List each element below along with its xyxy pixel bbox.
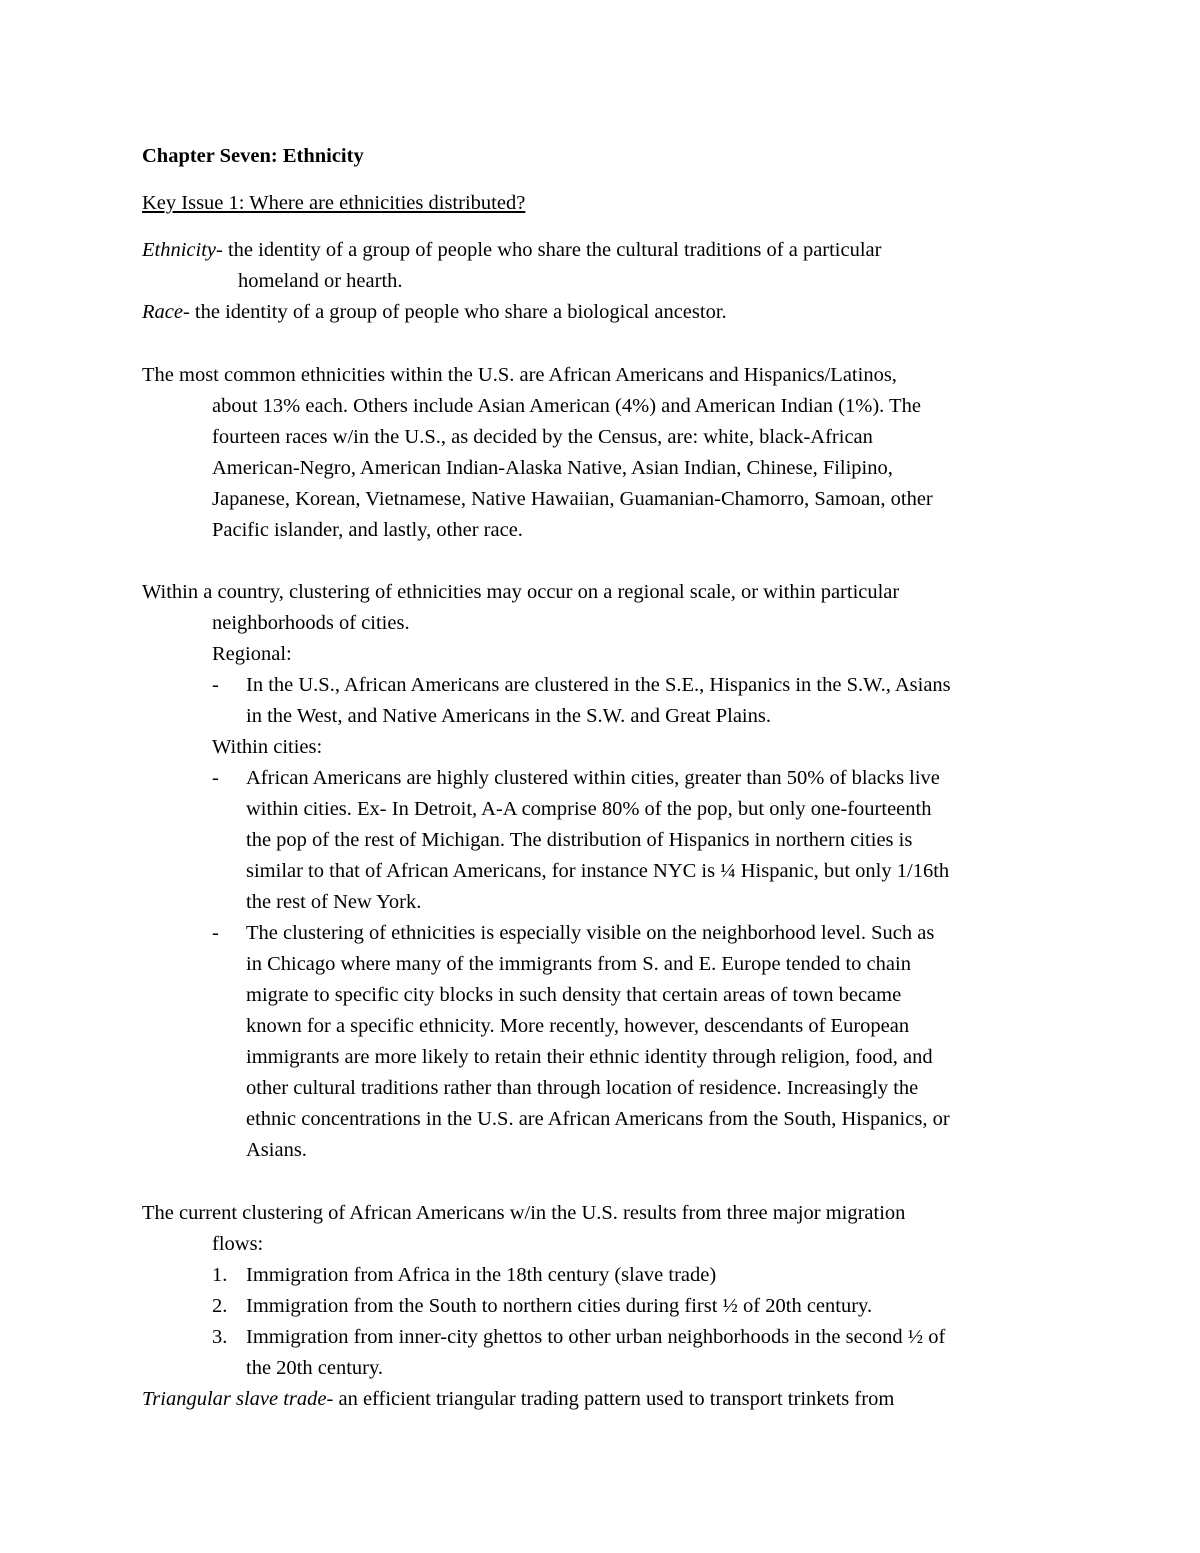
list-number: 1. (212, 1264, 228, 1286)
list-item-continuation: immigrants are more likely to retain their ethnic identity through religion, food, and (246, 1046, 933, 1068)
regional-label: Regional: (212, 643, 292, 665)
list-item: - African Americans are highly clustered within cities, greater than 50% of blacks live (142, 763, 1102, 794)
list-number: 3. (212, 1326, 228, 1348)
list-item-continuation: Asians. (246, 1139, 307, 1161)
paragraph-line: The current clustering of African Americans w/in the U.S. results from three major migration (142, 1202, 906, 1224)
paragraph-line: fourteen races w/in the U.S., as decided by the Census, are: white, black-African (212, 426, 873, 448)
chapter-title: Chapter Seven: Ethnicity (142, 145, 364, 167)
list-item-continuation: other cultural traditions rather than through location of residence. Increasingly the (246, 1077, 919, 1099)
ethnicity-definition-line-2: homeland or hearth. (238, 270, 403, 292)
list-item: - In the U.S., African Americans are clustered in the S.E., Hispanics in the S.W., Asians (142, 670, 1102, 701)
paragraph-line: about 13% each. Others include Asian American (4%) and American Indian (1%). The (212, 395, 921, 417)
within-cities-label: Within cities: (212, 736, 323, 758)
list-item-continuation: in the West, and Native Americans in the S.W. and Great Plains. (246, 705, 771, 727)
ethnicity-definition-line-1: Ethnicity- the identity of a group of people who share the cultural traditions of a particular (142, 239, 882, 261)
list-item-continuation: within cities. Ex- In Detroit, A-A comprise 80% of the pop, but only one-fourteenth (246, 798, 932, 820)
numbered-item: 1. Immigration from Africa in the 18th century (slave trade) (142, 1260, 1102, 1291)
list-number: 2. (212, 1295, 228, 1317)
definitions (142, 235, 1102, 328)
list-item-continuation: in Chicago where many of the immigrants from S. and E. Europe tended to chain (246, 953, 911, 975)
list-item-continuation: the 20th century. (246, 1357, 384, 1379)
list-item-continuation: the pop of the rest of Michigan. The distribution of Hispanics in northern cities is (246, 829, 913, 851)
list-item-continuation: known for a specific ethnicity. More recently, however, descendants of European (246, 1015, 910, 1037)
paragraph-migration-flows (142, 1198, 1102, 1415)
list-item-continuation: the rest of New York. (246, 891, 422, 913)
paragraph-line: Japanese, Korean, Vietnamese, Native Hawaiian, Guamanian-Chamorro, Samoan, other (212, 488, 933, 510)
list-item-continuation: ethnic concentrations in the U.S. are African Americans from the South, Hispanics, or (246, 1108, 950, 1130)
paragraph-line: Pacific islander, and lastly, other race. (212, 519, 523, 541)
triangular-term: Triangular slave trade (142, 1388, 327, 1410)
list-item: - The clustering of ethnicities is especially visible on the neighborhood level. Such as (142, 918, 1102, 949)
paragraph-common-ethnicities (142, 360, 1102, 546)
triangular-trade-definition: Triangular slave trade- an efficient triangular trading pattern used to transport trinkets from (142, 1388, 895, 1410)
paragraph-clustering (142, 577, 1102, 1166)
race-term: Race (142, 301, 183, 323)
list-item-continuation: migrate to specific city blocks in such density that certain areas of town became (246, 984, 902, 1006)
list-item-continuation: similar to that of African Americans, for instance NYC is ¼ Hispanic, but only 1/16th (246, 860, 950, 882)
paragraph-line: The most common ethnicities within the U.S. are African Americans and Hispanics/Latinos, (142, 364, 897, 386)
bullet-dash: - (212, 922, 219, 944)
paragraph-line: flows: (212, 1233, 264, 1255)
paragraph-line: neighborhoods of cities. (212, 612, 410, 634)
race-definition: Race- the identity of a group of people who share a biological ancestor. (142, 301, 727, 323)
ethnicity-term: Ethnicity (142, 239, 217, 261)
bullet-dash: - (212, 674, 219, 696)
numbered-item: 3. Immigration from inner-city ghettos to other urban neighborhoods in the second ½ of (142, 1322, 1102, 1353)
paragraph-line: American-Negro, American Indian-Alaska Native, Asian Indian, Chinese, Filipino, (212, 457, 893, 479)
paragraph-line: Within a country, clustering of ethnicities may occur on a regional scale, or within particular (142, 581, 900, 603)
numbered-item: 2. Immigration from the South to northern cities during first ½ of 20th century. (142, 1291, 1102, 1322)
key-issue-heading: Key Issue 1: Where are ethnicities distributed? (142, 192, 526, 214)
bullet-dash: - (212, 767, 219, 789)
